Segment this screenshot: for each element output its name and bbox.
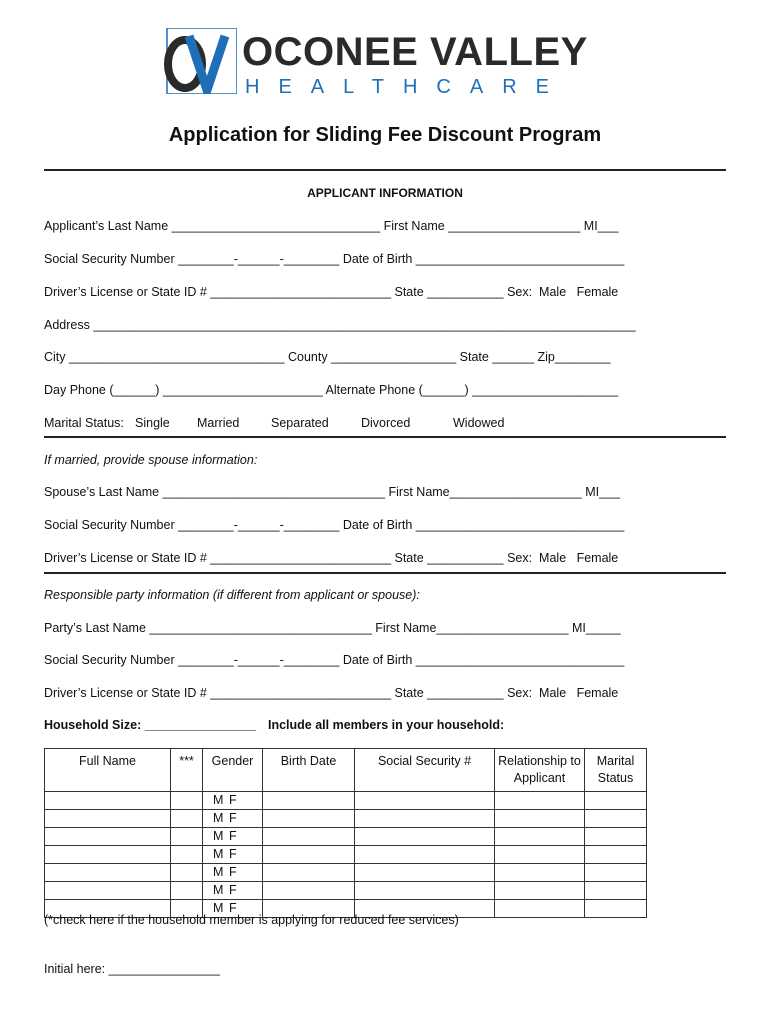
table-row [45, 828, 647, 846]
col-birth-date: Birth Date [263, 749, 355, 792]
birth-date-cell[interactable] [263, 882, 355, 900]
gender-m[interactable]: M [213, 829, 224, 843]
marital-option-widowed[interactable]: Widowed [453, 416, 505, 430]
page-title: Application for Sliding Fee Discount Program [168, 124, 602, 146]
gender-m[interactable]: M [213, 901, 224, 915]
gender-m[interactable]: M [213, 793, 224, 807]
ssn-cell[interactable] [355, 864, 495, 882]
ssn-cell[interactable] [355, 828, 495, 846]
applicant-address-field[interactable]: Address ______________________________________________________________________________ [44, 318, 636, 332]
marital-cell[interactable] [585, 828, 647, 846]
name-cell[interactable] [45, 792, 171, 810]
relationship-cell[interactable] [495, 792, 585, 810]
col-relationship: Relationship to Applicant [495, 749, 585, 792]
applicant-license-field[interactable]: Driver’s License or State ID # __________________________ State ___________ Sex: Male Female [44, 285, 619, 299]
marital-cell[interactable] [585, 882, 647, 900]
table-row [45, 846, 647, 864]
spouse-license-field[interactable]: Driver’s License or State ID # __________________________ State ___________ Sex: Male Female [44, 551, 619, 565]
gender-f[interactable]: F [229, 793, 237, 807]
marital-cell[interactable] [585, 792, 647, 810]
table-row [45, 864, 647, 882]
household-table [44, 748, 647, 918]
marital-status-label: Marital Status: [44, 416, 124, 430]
name-cell[interactable] [45, 882, 171, 900]
relationship-cell[interactable] [495, 900, 585, 918]
birth-date-cell[interactable] [263, 864, 355, 882]
gender-cell[interactable] [203, 810, 263, 828]
applying-check-cell[interactable] [171, 792, 203, 810]
col-gender: Gender [203, 749, 263, 792]
gender-f[interactable]: F [229, 847, 237, 861]
marital-cell[interactable] [585, 846, 647, 864]
ssn-cell[interactable] [355, 810, 495, 828]
name-cell[interactable] [45, 810, 171, 828]
applying-check-cell[interactable] [171, 828, 203, 846]
name-cell[interactable] [45, 864, 171, 882]
col-applying-mark: *** [171, 749, 203, 792]
marital-option-separated[interactable]: Separated [271, 416, 329, 430]
household-size-field[interactable]: Household Size: ________________ [44, 718, 256, 732]
applicant-ssn-field[interactable]: Social Security Number ________-______-________ Date of Birth ______________________________ [44, 252, 625, 266]
gender-m[interactable]: M [213, 847, 224, 861]
table-row [45, 882, 647, 900]
ov-logo-icon [163, 28, 237, 94]
col-full-name: Full Name [45, 749, 171, 792]
applicant-heading: APPLICANT INFORMATION [307, 186, 463, 200]
gender-cell[interactable] [203, 864, 263, 882]
ssn-cell[interactable] [355, 846, 495, 864]
marital-option-married[interactable]: Married [197, 416, 240, 430]
gender-f[interactable]: F [229, 811, 237, 825]
gender-f[interactable]: F [229, 829, 237, 843]
applying-check-cell[interactable] [171, 846, 203, 864]
applying-check-cell[interactable] [171, 810, 203, 828]
spouse-name-field[interactable]: Spouse’s Last Name ________________________________ First Name___________________ MI___ [44, 485, 620, 499]
responsible-divider [44, 572, 726, 574]
ssn-cell[interactable] [355, 792, 495, 810]
responsible-ssn-field[interactable]: Social Security Number ________-______-________ Date of Birth ______________________________ [44, 653, 625, 667]
brand-name: OCONEE VALLEY [242, 30, 588, 74]
spouse-heading: If married, provide spouse information: [44, 453, 258, 467]
name-cell[interactable] [45, 846, 171, 864]
table-header-row [45, 749, 647, 792]
relationship-cell[interactable] [495, 846, 585, 864]
gender-f[interactable]: F [229, 865, 237, 879]
spouse-divider [44, 436, 726, 438]
gender-m[interactable]: M [213, 865, 224, 879]
birth-date-cell[interactable] [263, 828, 355, 846]
responsible-heading: Responsible party information (if different from applicant or spouse): [44, 588, 420, 602]
gender-m[interactable]: M [213, 811, 224, 825]
col-marital-status: Marital Status [585, 749, 647, 792]
applicant-name-field[interactable]: Applicant’s Last Name ______________________________ First Name ___________________ MI___ [44, 219, 619, 233]
household-include-note: Include all members in your household: [268, 718, 505, 732]
birth-date-cell[interactable] [263, 792, 355, 810]
table-row [45, 810, 647, 828]
gender-f[interactable]: F [229, 883, 237, 897]
responsible-license-field[interactable]: Driver’s License or State ID # __________________________ State ___________ Sex: Male Female [44, 686, 619, 700]
gender-f[interactable]: F [229, 901, 237, 915]
gender-cell[interactable] [203, 882, 263, 900]
gender-m[interactable]: M [213, 883, 224, 897]
applicant-city-field[interactable]: City _______________________________ County __________________ State ______ Zip________ [44, 350, 611, 364]
marital-cell[interactable] [585, 900, 647, 918]
relationship-cell[interactable] [495, 882, 585, 900]
relationship-cell[interactable] [495, 810, 585, 828]
marital-cell[interactable] [585, 810, 647, 828]
birth-date-cell[interactable] [263, 810, 355, 828]
ssn-cell[interactable] [355, 882, 495, 900]
gender-cell[interactable] [203, 846, 263, 864]
responsible-name-field[interactable]: Party’s Last Name ________________________________ First Name___________________ MI_____ [44, 621, 621, 635]
birth-date-cell[interactable] [263, 846, 355, 864]
applying-check-cell[interactable] [171, 864, 203, 882]
household-footnote: (*check here if the household member is applying for reduced fee services) [44, 913, 459, 927]
gender-cell[interactable] [203, 792, 263, 810]
table-row [45, 792, 647, 810]
marital-option-divorced[interactable]: Divorced [361, 416, 411, 430]
relationship-cell[interactable] [495, 828, 585, 846]
marital-cell[interactable] [585, 864, 647, 882]
name-cell[interactable] [45, 828, 171, 846]
applicant-phone-field[interactable]: Day Phone (______) _______________________ Alternate Phone (______) _____________________ [44, 383, 619, 397]
brand-subtitle: HEALTHCARE [245, 76, 568, 98]
initial-field[interactable]: Initial here: ________________ [44, 962, 220, 976]
top-divider [44, 169, 726, 171]
relationship-cell[interactable] [495, 864, 585, 882]
applying-check-cell[interactable] [171, 882, 203, 900]
gender-cell[interactable] [203, 828, 263, 846]
spouse-ssn-field[interactable]: Social Security Number ________-______-________ Date of Birth ______________________________ [44, 518, 625, 532]
col-ssn: Social Security # [355, 749, 495, 792]
marital-option-single[interactable]: Single [135, 416, 170, 430]
